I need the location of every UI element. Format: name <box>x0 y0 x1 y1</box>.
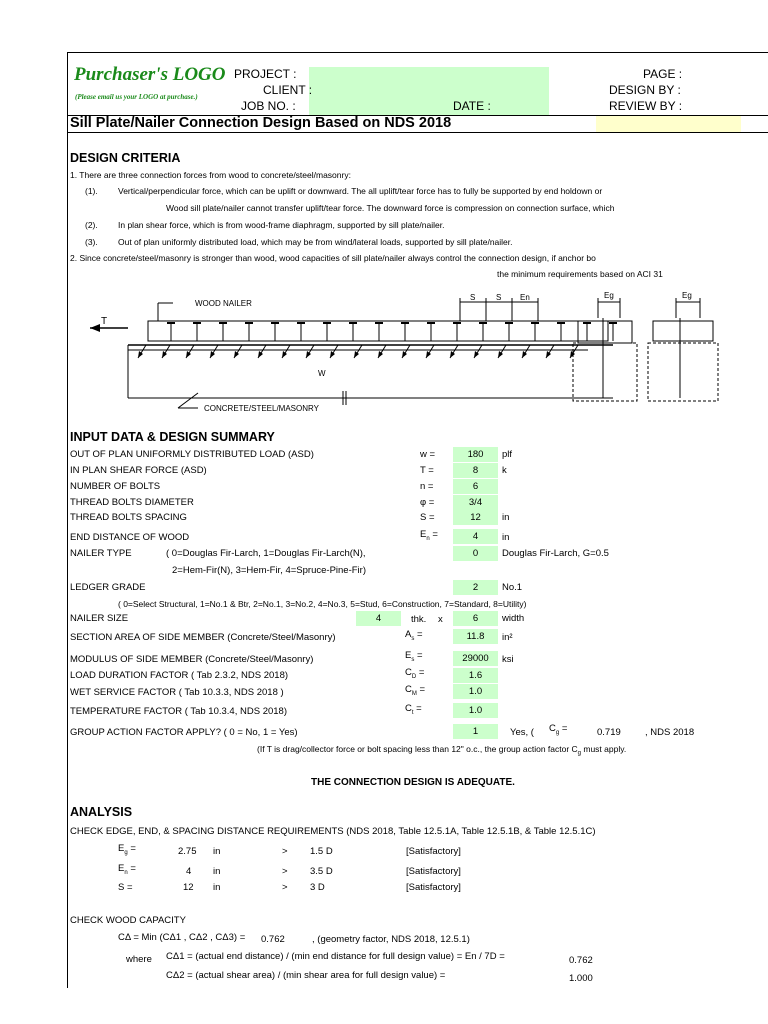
bolt-mark <box>427 323 435 341</box>
cd-input[interactable]: 1.6 <box>453 668 498 683</box>
lg-input[interactable]: 2 <box>453 580 498 595</box>
sill-plate-diagram <box>68 288 768 413</box>
reviewby-label: REVIEW BY : <box>609 99 683 113</box>
s-symbol: S = <box>420 512 435 523</box>
bolt-mark <box>583 323 591 341</box>
check-distance: CHECK EDGE, END, & SPACING DISTANCE REQUIREMENTS (NDS 2018, Table 12.5.1A, Table 12.5.1B, & Table 12.5.1C) <box>70 826 596 837</box>
d-symbol: φ = <box>420 497 435 508</box>
load-arrowhead <box>186 351 191 358</box>
s-input[interactable]: 12 <box>453 510 498 525</box>
purchaser-logo: Purchaser's LOGO <box>74 64 226 85</box>
r1-req: 1.5 D <box>310 846 333 857</box>
as-row-label: SECTION AREA OF SIDE MEMBER (Concrete/Steel/Masonry) <box>70 632 336 643</box>
as-input[interactable]: 11.8 <box>453 629 498 644</box>
date-label: DATE : <box>453 99 491 113</box>
lg-row-label: LEDGER GRADE <box>70 582 146 593</box>
criteria-num-2: (2). <box>85 220 98 230</box>
bolt-mark <box>323 323 331 341</box>
criteria-line-1: 1. There are three connection forces from wood to concrete/steel/masonry: <box>70 170 351 180</box>
r3-symbol: S = <box>118 882 133 893</box>
t-symbol: T = <box>420 465 434 476</box>
n-input[interactable]: 6 <box>453 479 498 494</box>
lg-description: No.1 <box>502 582 523 593</box>
s-label-2: S <box>496 293 502 302</box>
load-arrowhead <box>138 351 143 358</box>
nt-options-2: 2=Hem-Fir(N), 3=Hem-Fir, 4=Spruce-Pine-Fir) <box>172 565 366 576</box>
load-arrowhead <box>282 351 287 358</box>
s-row-label: THREAD BOLTS SPACING <box>70 512 187 523</box>
ns-row-label: NAILER SIZE <box>70 613 129 624</box>
d-row-label: THREAD BOLTS DIAMETER <box>70 497 194 508</box>
r1-unit: in <box>213 846 221 857</box>
load-arrowhead <box>522 351 527 358</box>
client-label: CLIENT : <box>263 83 313 97</box>
title-rule-bottom <box>67 132 768 133</box>
r3-value: 12 <box>183 882 194 893</box>
ct-symbol: $C_t$ = <box>405 703 422 716</box>
r3-status: [Satisfactory] <box>406 882 461 893</box>
ga-note: (If T is drag/collector force or bolt spacing less than 12" o.c., the group action factor $C_g$ must apply. <box>257 744 627 757</box>
load-arrowhead <box>210 351 215 358</box>
jobno-label: JOB NO. : <box>241 99 296 113</box>
check-wood: CHECK WOOD CAPACITY <box>70 915 186 926</box>
w-input[interactable]: 180 <box>453 447 498 462</box>
es-input[interactable]: 29000 <box>453 651 498 666</box>
criteria-line-7: the minimum requirements based on ACI 31 <box>497 269 663 279</box>
cdelta-formula: CΔ = Min (CΔ1 , CΔ2 , CΔ3) = <box>118 932 246 943</box>
load-arrowhead <box>378 351 383 358</box>
bolt-mark <box>531 323 539 341</box>
r1-value: 2.75 <box>178 846 197 857</box>
n-row-label: NUMBER OF BOLTS <box>70 481 161 492</box>
r1-status: [Satisfactory] <box>406 846 461 857</box>
wood-nailer-label: WOOD NAILER <box>195 299 252 308</box>
page-label: PAGE : <box>643 67 683 81</box>
bolt-mark <box>453 323 461 341</box>
logo-note: (Please email us your LOGO at purchase.) <box>75 93 198 101</box>
r3-req: 3 D <box>310 882 325 893</box>
cdelta-value: 0.762 <box>261 934 285 945</box>
w-row-label: OUT OF PLAN UNIFORMLY DISTRIBUTED LOAD (ASD) <box>70 449 314 460</box>
eg-label-2: Eg <box>682 291 692 300</box>
ns-width-input[interactable]: 6 <box>453 611 498 626</box>
input-heading: INPUT DATA & DESIGN SUMMARY <box>70 430 275 444</box>
lg-options: ( 0=Select Structural, 1=No.1 & Btr, 2=No.1, 3=No.2, 4=No.3, 5=Stud, 6=Construction, 7=Standard, 8=Utility) <box>118 599 527 609</box>
load-arrowhead <box>306 351 311 358</box>
bolt-mark <box>479 323 487 341</box>
title-highlight <box>596 116 741 132</box>
nt-description: Douglas Fir-Larch, G=0.5 <box>502 548 609 559</box>
cdelta-note: , (geometry factor, NDS 2018, 12.5.1) <box>312 934 470 945</box>
d-input[interactable]: 3/4 <box>453 495 498 510</box>
bolt-mark <box>609 323 617 341</box>
bolt-mark <box>505 323 513 341</box>
bolt-mark <box>557 323 565 341</box>
design-criteria-heading: DESIGN CRITERIA <box>70 151 181 165</box>
page-title: Sill Plate/Nailer Connection Design Based on NDS 2018 <box>70 115 452 131</box>
cm-input[interactable]: 1.0 <box>453 684 498 699</box>
criteria-line-6: 2. Since concrete/steel/masonry is stronger than wood, wood capacities of sill plate/nailer always control the connection design, if anchor bo <box>70 253 596 263</box>
w-unit: plf <box>502 449 513 460</box>
ga-row-label: GROUP ACTION FACTOR APPLY? ( 0 = No, 1 = Yes) <box>70 727 298 738</box>
ga-yes: Yes, ( <box>510 727 534 738</box>
n-symbol: n = <box>420 481 434 492</box>
analysis-heading: ANALYSIS <box>70 805 133 819</box>
en-unit: in <box>502 532 510 543</box>
load-arrowhead <box>498 351 503 358</box>
load-arrowhead <box>330 351 335 358</box>
criteria-line-3: Wood sill plate/nailer cannot transfer uplift/tear force. The downward force is compression on connection surface, which <box>166 203 615 213</box>
design-result: THE CONNECTION DESIGN IS ADEQUATE. <box>311 777 515 788</box>
load-arrowhead <box>450 351 455 358</box>
c2-value: 1.000 <box>569 973 593 984</box>
criteria-line-4: In plan shear force, which is from wood-frame diaphragm, supported by sill plate/nailer. <box>118 220 445 230</box>
nt-row-label: NAILER TYPE <box>70 548 132 559</box>
cg-value: 0.719 <box>597 727 621 738</box>
c2-formula: CΔ2 = (actual shear area) / (min shear area for full design value) = <box>166 970 446 981</box>
cm-symbol: $C_M$ = <box>405 684 426 697</box>
criteria-num-3: (3). <box>85 237 98 247</box>
load-arrowhead <box>258 351 263 358</box>
s-unit: in <box>502 512 510 523</box>
c1-value: 0.762 <box>569 955 593 966</box>
t-unit: k <box>502 465 507 476</box>
w-label: W <box>318 369 326 378</box>
as-unit: in² <box>502 632 513 643</box>
r2-op: > <box>282 866 288 877</box>
load-arrowhead <box>426 351 431 358</box>
ns-thk-input[interactable]: 4 <box>356 611 401 626</box>
r2-unit: in <box>213 866 221 877</box>
eg-label-1: Eg <box>604 291 614 300</box>
as-symbol: $A_s$ = <box>405 629 423 642</box>
ga-input[interactable]: 1 <box>453 724 498 739</box>
ns-x: x <box>438 614 443 625</box>
bolt-mark <box>349 323 357 341</box>
designby-label: DESIGN BY : <box>609 83 681 97</box>
r3-unit: in <box>213 882 221 893</box>
ns-width-label: width <box>502 613 525 624</box>
criteria-line-2: Vertical/perpendicular force, which can be uplift or downward. The all uplift/tear force has to fully be supported by end holdown or <box>118 186 603 196</box>
c1-formula: CΔ1 = (actual end distance) / (min end distance for full design value) = En / 7D = <box>166 951 505 962</box>
page-border-left <box>67 52 68 988</box>
load-arrowhead <box>474 351 479 358</box>
en-label: En <box>520 293 530 302</box>
bolt-mark <box>245 323 253 341</box>
project-field[interactable] <box>309 67 549 115</box>
criteria-line-5: Out of plan uniformly distributed load, which may be from wind/lateral loads, supported by sill plate/nailer. <box>118 237 513 247</box>
r2-symbol: $E_n$ = <box>118 863 136 876</box>
t-input[interactable]: 8 <box>453 463 498 478</box>
bolt-mark <box>401 323 409 341</box>
cd-symbol: $C_D$ = <box>405 667 425 680</box>
bolt-mark <box>167 323 175 341</box>
r3-op: > <box>282 882 288 893</box>
project-label: PROJECT : <box>234 67 297 81</box>
cg-symbol: $C_g$ = <box>549 723 568 736</box>
bolt-mark <box>219 323 227 341</box>
bolt-mark <box>193 323 201 341</box>
es-row-label: MODULUS OF SIDE MEMBER (Concrete/Steel/Masonry) <box>70 654 314 665</box>
concrete-label: CONCRETE/STEEL/MASONRY <box>204 404 319 413</box>
ct-row-label: TEMPERATURE FACTOR ( Tab 10.3.4, NDS 2018) <box>70 706 287 717</box>
nt-input[interactable]: 0 <box>453 546 498 561</box>
cm-row-label: WET SERVICE FACTOR ( Tab 10.3.3, NDS 2018 ) <box>70 687 284 698</box>
en-symbol: $E_n$ = <box>420 529 438 542</box>
r2-status: [Satisfactory] <box>406 866 461 877</box>
nt-options-1: ( 0=Douglas Fir-Larch, 1=Douglas Fir-Larch(N), <box>166 548 366 559</box>
s-label-1: S <box>470 293 476 302</box>
r2-req: 3.5 D <box>310 866 333 877</box>
where-label: where <box>126 954 152 965</box>
load-arrowhead <box>234 351 239 358</box>
es-symbol: $E_s$ = <box>405 650 423 663</box>
page-border-top <box>67 52 768 53</box>
t-label: T <box>101 316 108 327</box>
load-arrowhead <box>162 351 167 358</box>
cd-row-label: LOAD DURATION FACTOR ( Tab 2.3.2, NDS 2018) <box>70 670 289 681</box>
load-arrowhead <box>546 351 551 358</box>
ns-thk-label: thk. <box>411 614 427 625</box>
criteria-num-1: (1). <box>85 186 98 196</box>
t-row-label: IN PLAN SHEAR FORCE (ASD) <box>70 465 207 476</box>
r2-value: 4 <box>186 866 192 877</box>
ct-input[interactable]: 1.0 <box>453 703 498 718</box>
load-arrowhead <box>402 351 407 358</box>
r1-op: > <box>282 846 288 857</box>
bolt-mark <box>375 323 383 341</box>
load-arrowhead <box>354 351 359 358</box>
bolt-mark <box>297 323 305 341</box>
r1-symbol: $E_g$ = <box>118 843 136 856</box>
en-input[interactable]: 4 <box>453 529 498 544</box>
en-row-label: END DISTANCE OF WOOD <box>70 532 190 543</box>
bolt-mark <box>271 323 279 341</box>
w-symbol: w = <box>420 449 436 460</box>
es-unit: ksi <box>502 654 514 665</box>
cg-ref: , NDS 2018 <box>645 727 695 738</box>
